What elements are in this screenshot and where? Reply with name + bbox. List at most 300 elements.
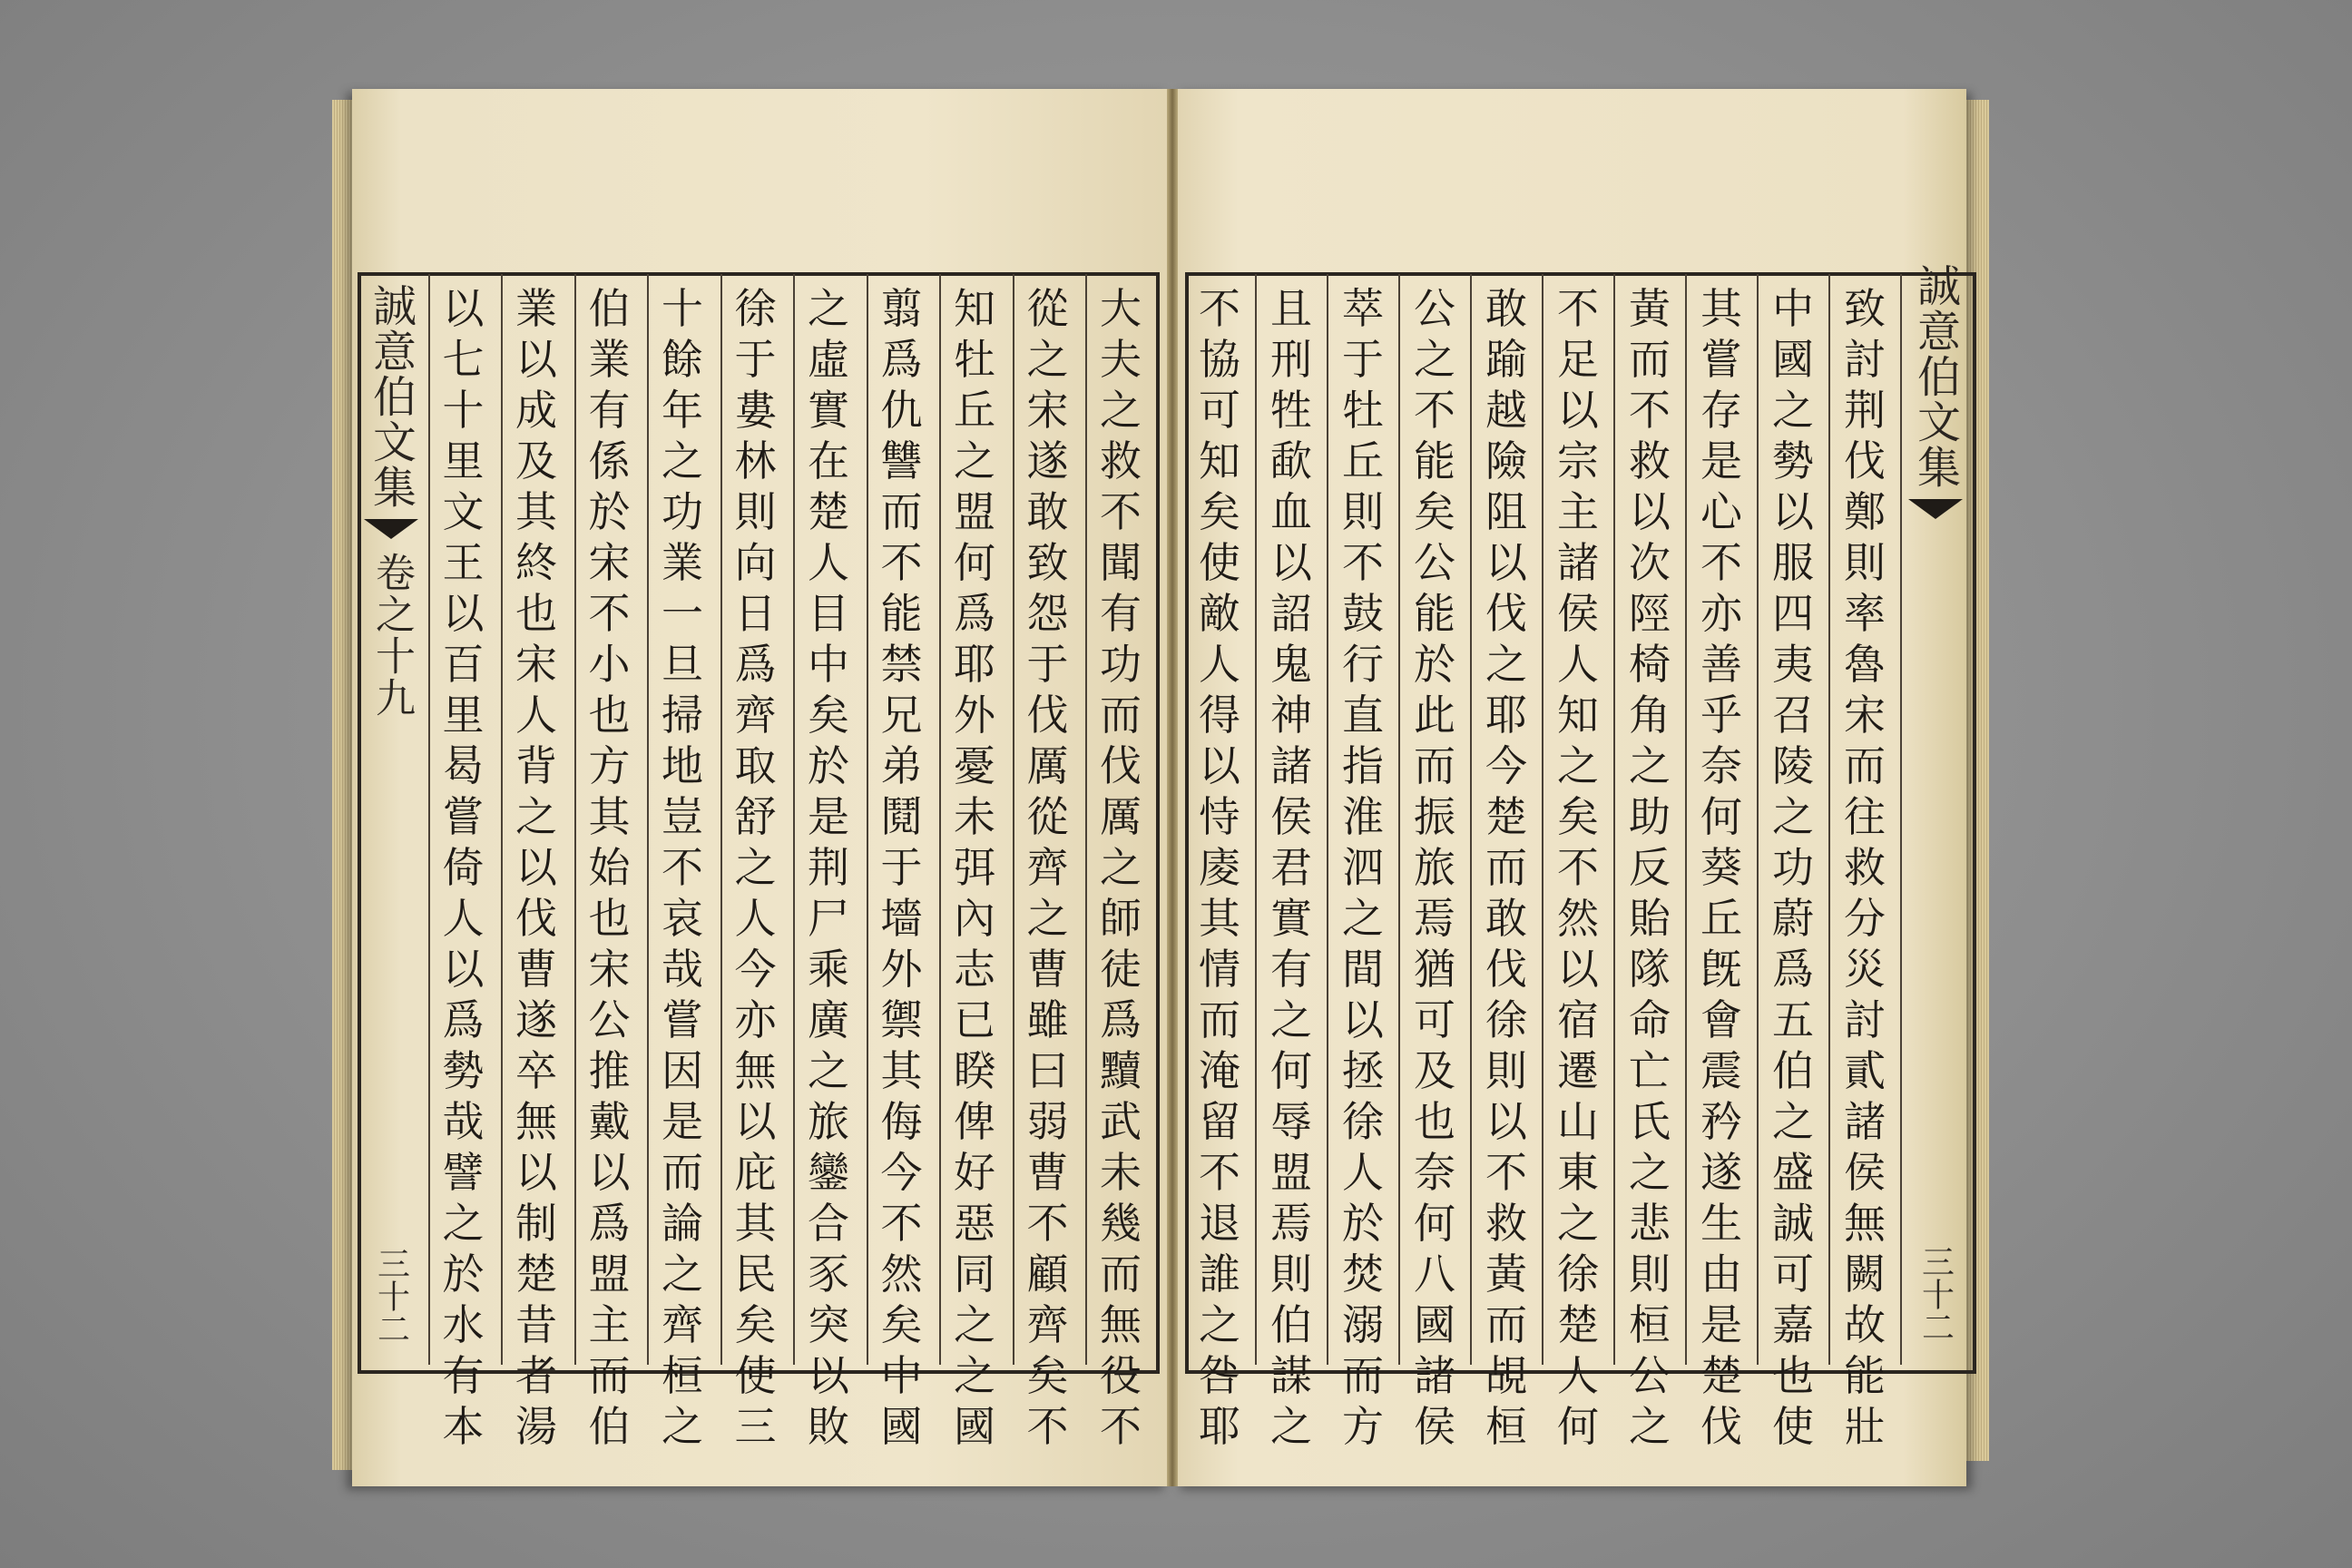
right-page-text-column: [1192, 283, 1247, 1452]
character: 爲: [1772, 945, 1814, 994]
character: 宋: [588, 945, 631, 994]
character: 不: [1100, 487, 1142, 536]
character: 終: [515, 538, 557, 587]
character: 角: [1629, 691, 1671, 740]
character: 兄: [880, 691, 923, 740]
character: 刑: [1270, 335, 1312, 384]
character: 庇: [734, 1148, 777, 1197]
column-rule: [1013, 274, 1014, 1365]
right-page-text-column: [1336, 283, 1390, 1452]
left-margin-juan: 卷之十九: [368, 552, 415, 719]
character: 已: [954, 995, 995, 1044]
character: 倚: [442, 843, 485, 892]
character: 徐: [1342, 1097, 1384, 1146]
character: 可: [1772, 1250, 1814, 1298]
character: 耶: [1485, 691, 1527, 740]
character: 于: [1342, 335, 1384, 384]
character: 旣: [1700, 945, 1742, 994]
character: 越: [1485, 386, 1527, 435]
left-page-text-column: [436, 283, 491, 1452]
character: 于: [734, 335, 777, 384]
character: 中: [1772, 284, 1814, 333]
character: 其: [1700, 284, 1742, 333]
character: 而: [1414, 741, 1455, 790]
character: 始: [588, 843, 631, 892]
character: 荆: [808, 843, 849, 892]
character: 之: [808, 1046, 849, 1095]
character: 鄭: [1844, 487, 1886, 536]
character: 闕: [1844, 1250, 1886, 1298]
character: 國: [954, 1402, 995, 1451]
character: 而: [1199, 995, 1240, 1044]
character: 也: [515, 589, 557, 638]
character: 君: [1270, 843, 1312, 892]
character: 間: [1342, 945, 1384, 994]
right-page-text-column: [1407, 283, 1462, 1452]
character: 次: [1629, 538, 1671, 587]
character: 知: [1557, 691, 1599, 740]
character: 誰: [1199, 1250, 1240, 1298]
character: 之: [662, 1402, 703, 1451]
character: 乘: [808, 945, 849, 994]
character: 公: [1629, 1351, 1671, 1400]
character: 生: [1700, 1199, 1742, 1248]
character: 往: [1844, 792, 1886, 841]
character: 以: [1629, 487, 1671, 536]
character: 敢: [1485, 284, 1527, 333]
character: 不: [1199, 1148, 1240, 1197]
character: 之: [1485, 640, 1527, 689]
character: 曰: [1026, 1046, 1069, 1095]
column-rule: [1828, 274, 1830, 1365]
character: 反: [1629, 843, 1671, 892]
character: 侯: [1270, 792, 1312, 841]
character: 泗: [1342, 843, 1384, 892]
character: 能: [1844, 1351, 1886, 1400]
character: 宿: [1557, 995, 1599, 1044]
character: 本: [442, 1402, 485, 1451]
character: 鬼: [1270, 640, 1312, 689]
character: 可: [1414, 995, 1455, 1044]
character: 嘗: [662, 995, 703, 1044]
character: 而: [1485, 1300, 1527, 1349]
character: 之: [954, 436, 995, 485]
character: 未: [954, 792, 995, 841]
character: 日: [734, 589, 777, 638]
character: 卒: [515, 1046, 557, 1095]
character: 遂: [515, 995, 557, 1044]
column-rule: [647, 274, 649, 1365]
character: 而: [1844, 741, 1886, 790]
character: 志: [954, 945, 995, 994]
character: 拯: [1342, 1046, 1384, 1095]
character: 有: [1100, 589, 1142, 638]
character: 外: [880, 945, 923, 994]
character: 救: [1844, 843, 1886, 892]
character: 哉: [662, 945, 703, 994]
column-rule: [1685, 274, 1687, 1365]
character: 丘: [1700, 894, 1742, 943]
character: 其: [588, 792, 631, 841]
character: 方: [1342, 1402, 1384, 1451]
character: 留: [1199, 1097, 1240, 1146]
character: 無: [1844, 1199, 1886, 1248]
character: 以: [515, 335, 557, 384]
character: 知: [954, 284, 995, 333]
character: 魯: [1844, 640, 1886, 689]
character: 萃: [1342, 284, 1384, 333]
character: 楚: [1557, 1300, 1599, 1349]
character: 亡: [1629, 1046, 1671, 1095]
column-rule: [1398, 274, 1400, 1365]
column-rule: [501, 274, 503, 1365]
character: 徐: [1557, 1250, 1599, 1298]
character: 旅: [808, 1097, 849, 1146]
character: 可: [1199, 386, 1240, 435]
column-rule: [939, 274, 941, 1365]
character: 無: [515, 1097, 557, 1146]
character: 徒: [1100, 945, 1142, 994]
character: 伐: [515, 894, 557, 943]
right-page-text-column: [1551, 283, 1605, 1452]
left-page-text-column: [1021, 283, 1075, 1452]
character: 黃: [1485, 1250, 1527, 1298]
character: 能: [1414, 589, 1455, 638]
character: 湯: [515, 1402, 557, 1451]
character: 今: [880, 1148, 923, 1197]
character: 功: [1100, 640, 1142, 689]
character: 不: [1414, 386, 1455, 435]
character: 以: [515, 843, 557, 892]
character: 協: [1199, 335, 1240, 384]
left-page-text-column: [947, 283, 1002, 1452]
character: 宋: [515, 640, 557, 689]
character: 會: [1700, 995, 1742, 1044]
character: 其: [734, 1199, 777, 1248]
character: 以: [1342, 995, 1384, 1044]
character: 盟: [1270, 1148, 1312, 1197]
character: 是: [1700, 436, 1742, 485]
character: 情: [1199, 945, 1240, 994]
character: 徐: [734, 284, 777, 333]
character: 陵: [1772, 741, 1814, 790]
character: 黃: [1629, 284, 1671, 333]
character: 齊: [662, 1300, 703, 1349]
left-margin-folio: 三十二: [372, 1247, 410, 1345]
character: 也: [588, 894, 631, 943]
character: 嘉: [1772, 1300, 1814, 1349]
column-rule: [1327, 274, 1328, 1365]
character: 之: [1557, 1199, 1599, 1248]
character: 矣: [1557, 792, 1599, 841]
character: 何: [1270, 1046, 1312, 1095]
character: 公: [1414, 284, 1455, 333]
column-rule: [1900, 274, 1902, 1365]
character: 小: [588, 640, 631, 689]
character: 之: [808, 284, 849, 333]
character: 人: [515, 691, 557, 740]
character: 八: [1414, 1250, 1455, 1298]
left-page-text-column: [1093, 283, 1148, 1452]
character: 之: [1342, 894, 1384, 943]
character: 之: [1100, 843, 1142, 892]
character: 不: [1026, 1199, 1069, 1248]
character: 哉: [442, 1097, 485, 1146]
right-page-text-column: [1479, 283, 1534, 1452]
character: 嘗: [1700, 335, 1742, 384]
character: 鬩: [880, 792, 923, 841]
character: 悲: [1629, 1199, 1671, 1248]
character: 中: [808, 640, 849, 689]
column-rule: [1542, 274, 1544, 1365]
character: 焉: [1270, 1199, 1312, 1248]
character: 以: [1557, 386, 1599, 435]
character: 辱: [1270, 1097, 1312, 1146]
character: 奈: [1414, 1148, 1455, 1197]
character: 以: [442, 945, 485, 994]
character: 之: [662, 1250, 703, 1298]
character: 役: [1100, 1351, 1142, 1400]
character: 之: [1270, 995, 1312, 1044]
character: 矣: [808, 691, 849, 740]
character: 勢: [1772, 436, 1814, 485]
character: 宗: [1557, 436, 1599, 485]
character: 實: [808, 386, 849, 435]
character: 鼓: [1342, 589, 1384, 638]
character: 諸: [1844, 1097, 1886, 1146]
character: 阻: [1485, 487, 1527, 536]
character: 救: [1100, 436, 1142, 485]
character: 東: [1557, 1148, 1599, 1197]
character: 七: [442, 335, 485, 384]
character: 何: [1557, 1402, 1599, 1451]
character: 婁: [734, 386, 777, 435]
character: 國: [880, 1402, 923, 1451]
character: 今: [734, 945, 777, 994]
left-page-text-column: [875, 283, 929, 1452]
right-page-text-column: [1264, 283, 1318, 1452]
character: 哀: [662, 894, 703, 943]
character: 桓: [662, 1351, 703, 1400]
character: 功: [1772, 843, 1814, 892]
character: 也: [588, 691, 631, 740]
character: 而: [1485, 843, 1527, 892]
character: 徐: [1485, 995, 1527, 1044]
character: 之: [1199, 1300, 1240, 1349]
character: 之: [954, 1351, 995, 1400]
character: 王: [442, 538, 485, 587]
character: 人: [1557, 640, 1599, 689]
character: 曷: [442, 741, 485, 790]
character: 文: [442, 487, 485, 536]
character: 戴: [588, 1097, 631, 1146]
character: 餘: [662, 335, 703, 384]
character: 其: [880, 1046, 923, 1095]
character: 致: [1026, 538, 1069, 587]
character: 未: [1100, 1148, 1142, 1197]
character: 四: [1772, 589, 1814, 638]
character: 且: [1270, 284, 1312, 333]
character: 無: [1100, 1300, 1142, 1349]
character: 今: [1485, 741, 1527, 790]
character: 不: [588, 589, 631, 638]
left-margin-column: [361, 283, 421, 1363]
character: 爲: [588, 1199, 631, 1248]
character: 讐: [880, 436, 923, 485]
character: 而: [1629, 335, 1671, 384]
character: 內: [954, 894, 995, 943]
right-margin-title: 誠意伯文集: [1909, 263, 1961, 490]
character: 功: [662, 487, 703, 536]
character: 之: [1026, 335, 1069, 384]
character: 誠: [1772, 1199, 1814, 1248]
character: 宋: [588, 538, 631, 587]
character: 俾: [954, 1097, 995, 1146]
character: 遂: [1700, 1148, 1742, 1197]
character: 侯: [1414, 1402, 1455, 1451]
character: 業: [515, 284, 557, 333]
character: 及: [1414, 1046, 1455, 1095]
character: 敢: [1485, 894, 1527, 943]
character: 弟: [880, 741, 923, 790]
character: 而: [880, 487, 923, 536]
character: 庱: [1199, 843, 1240, 892]
character: 方: [588, 741, 631, 790]
character: 爲: [442, 995, 485, 1044]
character: 以: [442, 589, 485, 638]
character: 不: [1700, 538, 1742, 587]
character: 震: [1700, 1046, 1742, 1095]
column-rule: [867, 274, 868, 1365]
column-rule: [428, 274, 430, 1365]
character: 齊: [1026, 1300, 1069, 1349]
right-margin-folio: 三十二: [1916, 1245, 1955, 1343]
character: 憂: [954, 741, 995, 790]
character: 使: [734, 1351, 777, 1400]
character: 楚: [515, 1250, 557, 1298]
character: 詔: [1270, 589, 1312, 638]
left-margin-title: 誠意伯文集: [365, 283, 416, 510]
character: 百: [442, 640, 485, 689]
character: 雖: [1026, 995, 1069, 1044]
character: 同: [954, 1250, 995, 1298]
character: 而: [1100, 691, 1142, 740]
character: 以: [588, 1148, 631, 1197]
left-page-text-column: [729, 283, 783, 1452]
character: 旦: [662, 640, 703, 689]
character: 矣: [1414, 487, 1455, 536]
character: 武: [1100, 1097, 1142, 1146]
character: 制: [515, 1199, 557, 1248]
character: 師: [1100, 894, 1142, 943]
character: 指: [1342, 741, 1384, 790]
character: 伐: [1100, 741, 1142, 790]
character: 夫: [1100, 335, 1142, 384]
character: 何: [1700, 792, 1742, 841]
character: 奈: [1700, 741, 1742, 790]
character: 盟: [954, 487, 995, 536]
character: 討: [1844, 335, 1886, 384]
character: 不: [1026, 1402, 1069, 1451]
character: 虛: [808, 335, 849, 384]
character: 故: [1844, 1300, 1886, 1349]
character: 不: [662, 843, 703, 892]
character: 顧: [1026, 1250, 1069, 1298]
character: 之: [1026, 894, 1069, 943]
character: 則: [734, 487, 777, 536]
character: 成: [515, 386, 557, 435]
character: 之: [1629, 741, 1671, 790]
left-page-text-column: [509, 283, 564, 1452]
character: 墻: [880, 894, 923, 943]
character: 之: [1557, 741, 1599, 790]
character: 楚: [1700, 1351, 1742, 1400]
left-page-text-column: [655, 283, 710, 1452]
character: 則: [1270, 1250, 1312, 1298]
character: 於: [1414, 640, 1455, 689]
character: 桓: [1485, 1402, 1527, 1451]
character: 主: [588, 1300, 631, 1349]
character: 有: [442, 1351, 485, 1400]
character: 人: [808, 538, 849, 587]
character: 桓: [1629, 1300, 1671, 1349]
character: 爲: [1100, 995, 1142, 1044]
character: 以: [442, 284, 485, 333]
character: 耶: [954, 640, 995, 689]
character: 不: [1485, 1148, 1527, 1197]
character: 而: [1342, 1351, 1384, 1400]
character: 侮: [880, 1097, 923, 1146]
character: 矣: [880, 1300, 923, 1349]
character: 里: [442, 436, 485, 485]
character: 山: [1557, 1097, 1599, 1146]
character: 無: [734, 1046, 777, 1095]
character: 乎: [1700, 691, 1742, 740]
character: 人: [1557, 1351, 1599, 1400]
character: 心: [1700, 487, 1742, 536]
character: 咎: [1199, 1351, 1240, 1400]
character: 禦: [880, 995, 923, 1044]
character: 助: [1629, 792, 1671, 841]
character: 命: [1629, 995, 1671, 1044]
character: 昔: [515, 1300, 557, 1349]
character: 之: [662, 436, 703, 485]
character: 爲: [880, 335, 923, 384]
character: 不: [1629, 386, 1671, 435]
character: 敗: [808, 1402, 849, 1451]
character: 水: [442, 1300, 485, 1349]
character: 善: [1700, 640, 1742, 689]
character: 盟: [588, 1250, 631, 1298]
character: 以: [1772, 487, 1814, 536]
character: 以: [734, 1097, 777, 1146]
character: 知: [1199, 436, 1240, 485]
character: 向: [734, 538, 777, 587]
character: 踰: [1485, 335, 1527, 384]
column-rule: [1255, 274, 1257, 1365]
left-page-text-column: [801, 283, 856, 1452]
character: 神: [1270, 691, 1312, 740]
character: 嘗: [442, 792, 485, 841]
character: 廣: [808, 995, 849, 1044]
character: 壯: [1844, 1402, 1886, 1451]
character: 於: [808, 741, 849, 790]
character: 伯: [1270, 1300, 1312, 1349]
character: 直: [1342, 691, 1384, 740]
character: 厲: [1026, 741, 1069, 790]
character: 存: [1700, 386, 1742, 435]
fishtail-icon: [1908, 499, 1963, 519]
